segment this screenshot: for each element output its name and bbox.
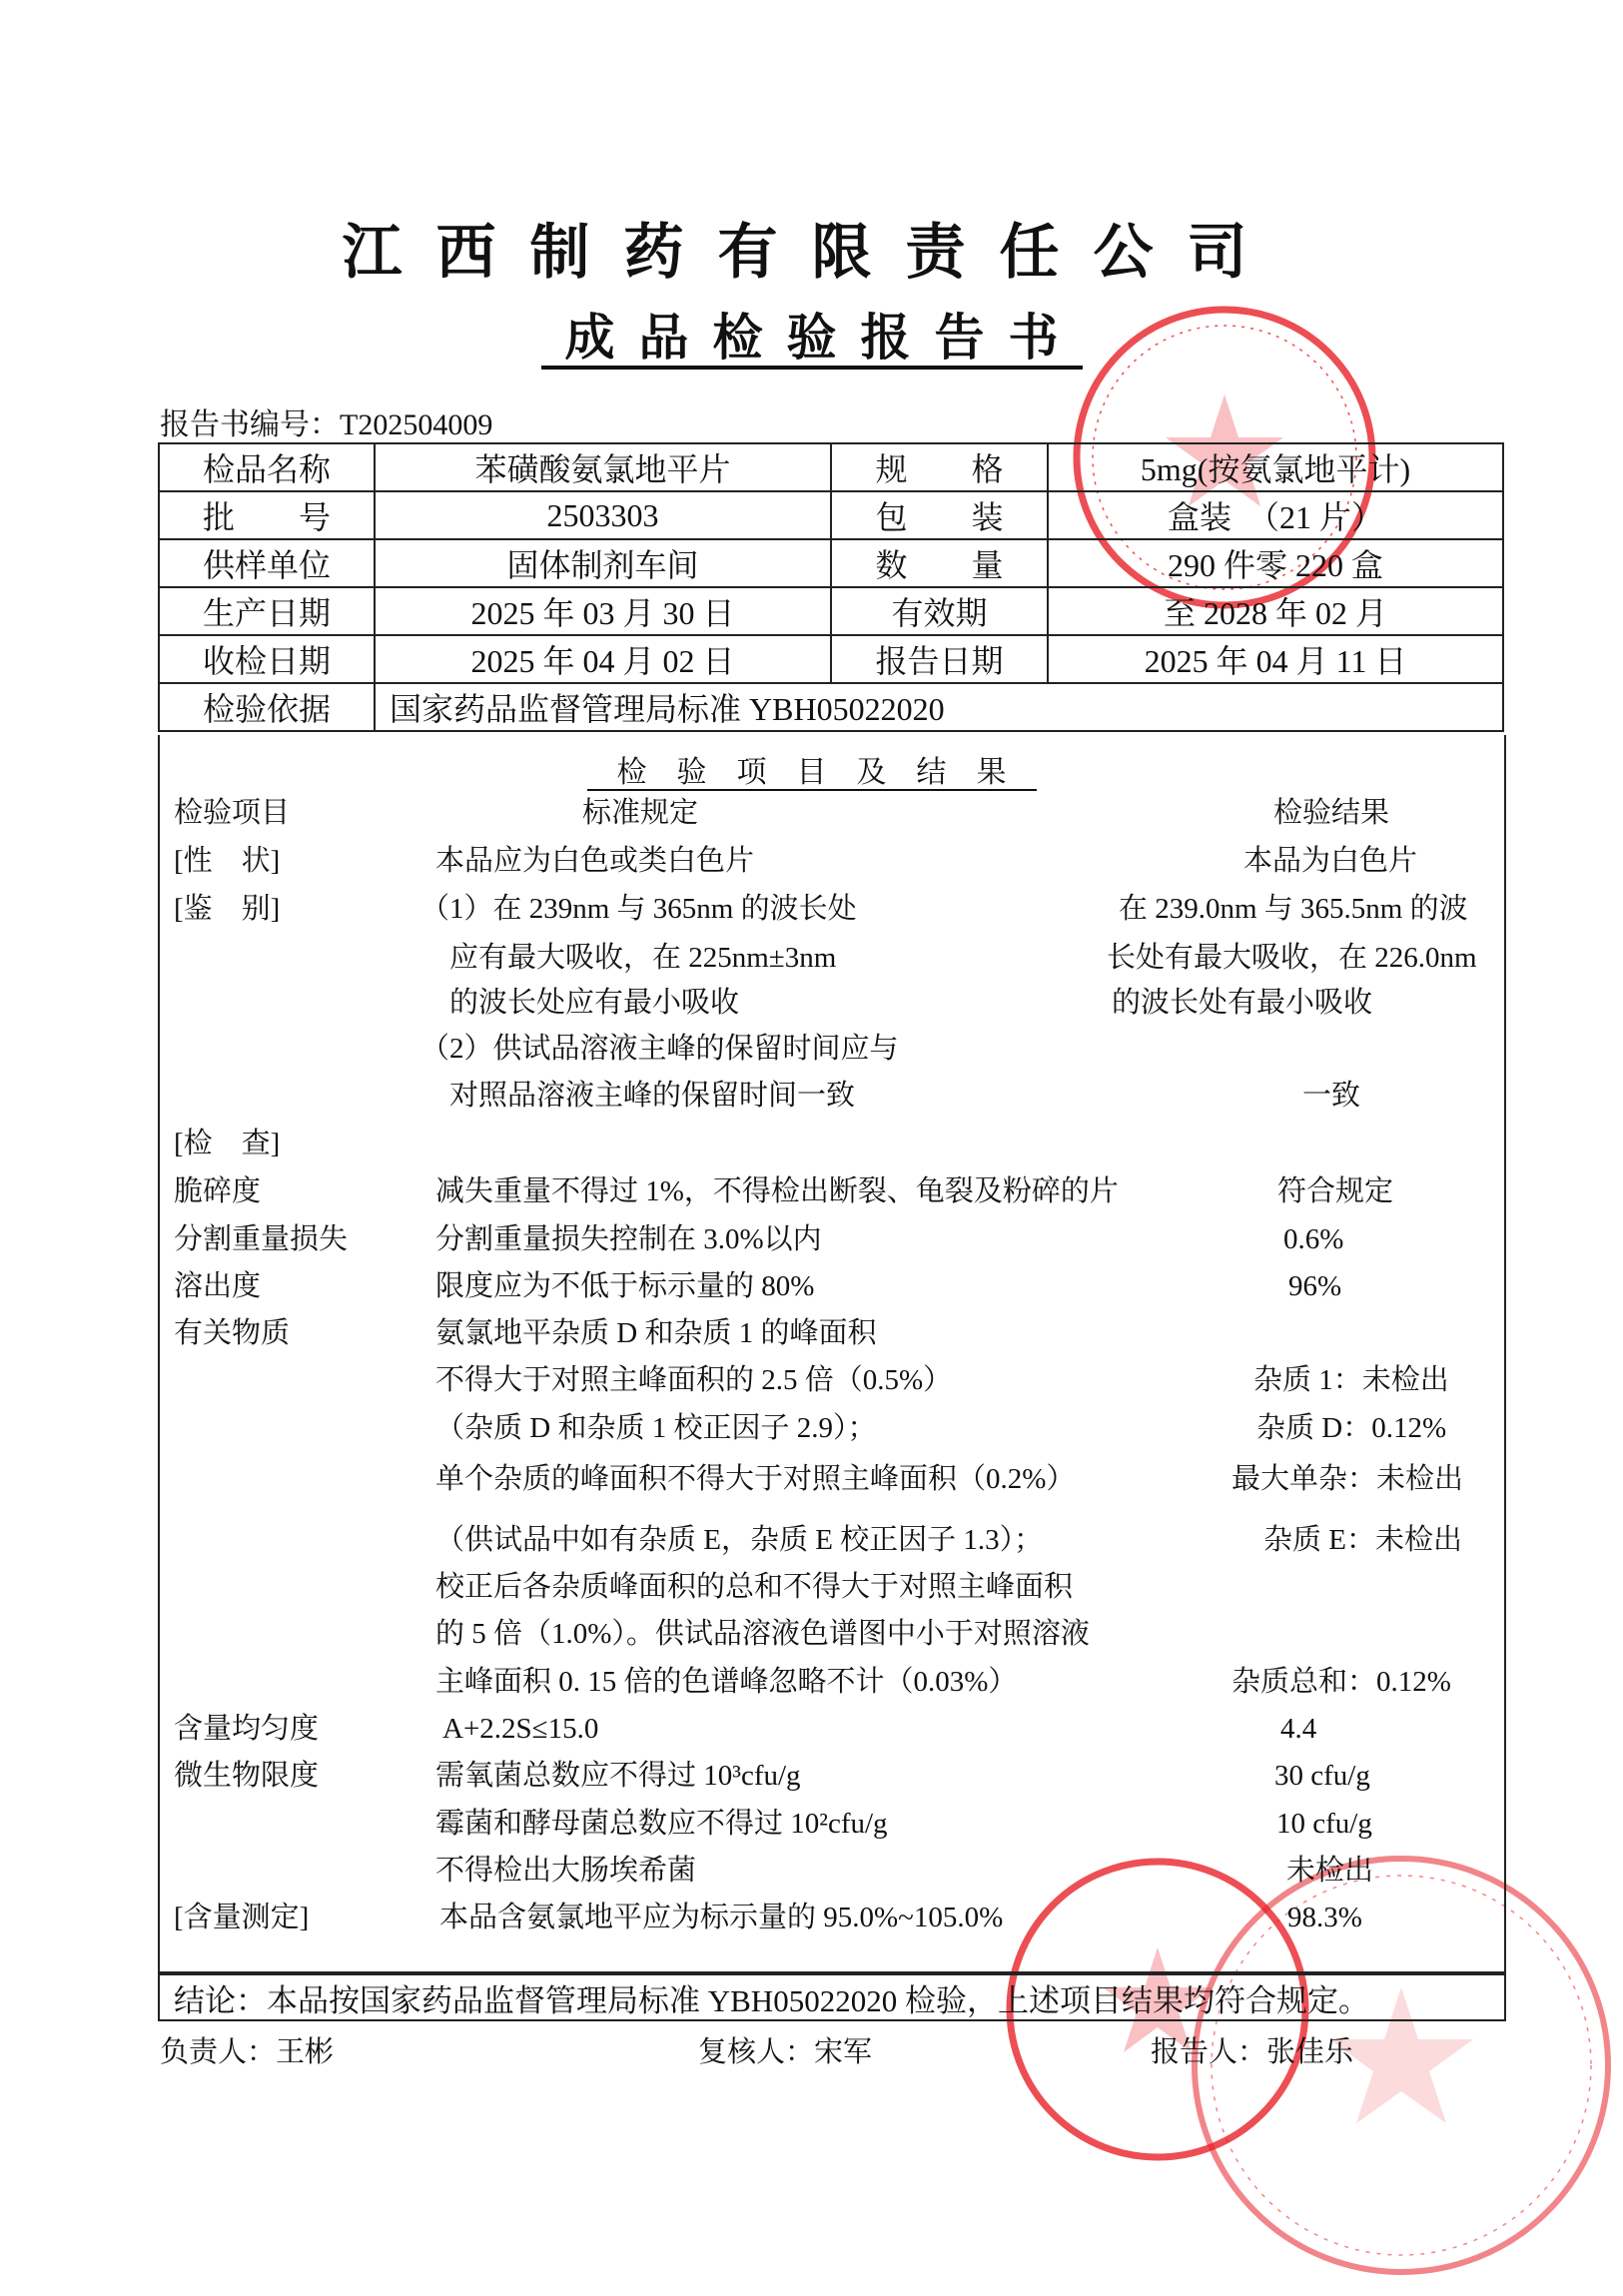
company-name: 江西制药有限责任公司 bbox=[342, 220, 1281, 286]
result-standard: （2）供试品溶液主峰的保留时间应与 bbox=[420, 1033, 899, 1065]
result-standard: 减失重量不得过 1%，不得检出断裂、龟裂及粉碎的片 bbox=[435, 1175, 1119, 1207]
results-heading bbox=[0, 747, 1623, 791]
result-standard: 霉菌和酵母菌总数应不得过 10²cfu/g bbox=[435, 1808, 888, 1840]
result-value: 杂质 1：未检出 bbox=[1253, 1364, 1449, 1396]
result-value: 长处有最大吸收，在 226.0nm bbox=[1107, 942, 1477, 974]
signature-reviewer: 复核人：宋军 bbox=[698, 2036, 873, 2068]
result-value: 符合规定 bbox=[1277, 1175, 1394, 1207]
info-label: 报告日期 bbox=[831, 635, 1048, 683]
document-title bbox=[0, 298, 1623, 370]
result-standard: 本品应为白色或类白色片 bbox=[435, 845, 755, 877]
result-value: 0.6% bbox=[1283, 1223, 1344, 1255]
result-standard: 对照品溶液主峰的保留时间一致 bbox=[449, 1080, 856, 1112]
report-number-value: T202504009 bbox=[340, 408, 493, 441]
info-label: 规 格 bbox=[831, 443, 1048, 491]
info-label: 生产日期 bbox=[159, 587, 375, 635]
info-value: 2025 年 04 月 11 日 bbox=[1048, 635, 1503, 683]
result-standard: 的 5 倍（1.0%）。供试品溶液色谱图中小于对照溶液 bbox=[435, 1618, 1090, 1650]
info-value: 固体制剂车间 bbox=[375, 539, 831, 587]
info-value: 5mg(按氨氯地平计) bbox=[1048, 443, 1503, 491]
info-label: 检品名称 bbox=[159, 443, 375, 491]
result-value: 最大单杂：未检出 bbox=[1231, 1463, 1464, 1495]
result-value: 一致 bbox=[1302, 1080, 1361, 1112]
result-item-label: [含量测定] bbox=[174, 1902, 310, 1933]
results-heading-text: 检验项目及结果 bbox=[587, 756, 1037, 791]
result-standard: 主峰面积 0. 15 倍的色谱峰忽略不计（0.03%） bbox=[435, 1666, 1018, 1698]
info-value: 苯磺酸氨氯地平片 bbox=[375, 443, 831, 491]
result-standard: A+2.2S≤15.0 bbox=[442, 1713, 599, 1745]
result-standard: 氨氯地平杂质 D 和杂质 1 的峰面积 bbox=[435, 1317, 877, 1349]
result-value: 30 cfu/g bbox=[1274, 1760, 1370, 1792]
info-row bbox=[159, 635, 1503, 683]
info-row bbox=[159, 587, 1503, 635]
result-standard: 限度应为不低于标示量的 80% bbox=[435, 1270, 815, 1302]
result-value: 10 cfu/g bbox=[1276, 1808, 1372, 1840]
result-item-label: 微生物限度 bbox=[174, 1760, 320, 1792]
result-standard: 标准规定 bbox=[582, 797, 699, 829]
result-value: 在 239.0nm 与 365.5nm 的波 bbox=[1119, 893, 1468, 925]
result-item-label: 有关物质 bbox=[174, 1317, 291, 1349]
info-row-basis bbox=[159, 683, 1503, 731]
info-label: 供样单位 bbox=[159, 539, 375, 587]
result-item-label: 溶出度 bbox=[174, 1270, 262, 1302]
info-label: 批 号 bbox=[159, 491, 375, 539]
report-number bbox=[160, 399, 492, 443]
info-row bbox=[159, 443, 1503, 491]
basis-value: 国家药品监督管理局标准 YBH05022020 bbox=[375, 683, 1503, 731]
result-standard: （1）在 239nm 与 365nm 的波长处 bbox=[420, 893, 857, 925]
result-value: 的波长处有最小吸收 bbox=[1112, 987, 1373, 1019]
info-row bbox=[159, 491, 1503, 539]
document-title-text: 成品检验报告书 bbox=[541, 310, 1083, 370]
result-item-label: 检验项目 bbox=[174, 797, 291, 829]
info-value: 至 2028 年 02 月 bbox=[1048, 587, 1503, 635]
result-standard: 需氧菌总数应不得过 10³cfu/g bbox=[435, 1760, 801, 1792]
info-label: 有效期 bbox=[831, 587, 1048, 635]
info-label: 数 量 bbox=[831, 539, 1048, 587]
info-value: 2025 年 04 月 02 日 bbox=[375, 635, 831, 683]
result-item-label: 含量均匀度 bbox=[174, 1713, 320, 1745]
result-standard: 不得检出大肠埃希菌 bbox=[435, 1855, 697, 1887]
result-item-label: [检 查] bbox=[174, 1128, 281, 1159]
result-value: 检验结果 bbox=[1273, 797, 1390, 829]
result-item-label: 分割重量损失 bbox=[174, 1223, 349, 1255]
result-standard: （供试品中如有杂质 E，杂质 E 校正因子 1.3）； bbox=[435, 1524, 1044, 1556]
result-item-label: [鉴 别] bbox=[174, 893, 281, 925]
result-standard: 应有最大吸收，在 225nm±3nm bbox=[449, 942, 837, 974]
info-label: 收检日期 bbox=[159, 635, 375, 683]
result-standard: 分割重量损失控制在 3.0%以内 bbox=[435, 1223, 822, 1255]
result-standard: 单个杂质的峰面积不得大于对照主峰面积（0.2%） bbox=[435, 1463, 1076, 1495]
result-standard: 不得大于对照主峰面积的 2.5 倍（0.5%） bbox=[435, 1364, 953, 1396]
info-value: 盒装 （21 片） bbox=[1048, 491, 1503, 539]
info-value: 2025 年 03 月 30 日 bbox=[375, 587, 831, 635]
result-standard: 校正后各杂质峰面积的总和不得大于对照主峰面积 bbox=[435, 1571, 1074, 1603]
result-item-label: 脆碎度 bbox=[174, 1175, 262, 1207]
signature-responsible: 负责人：王彬 bbox=[160, 2036, 335, 2068]
result-item-label: [性 状] bbox=[174, 845, 281, 877]
info-row bbox=[159, 539, 1503, 587]
conclusion: 结论：本品按国家药品监督管理局标准 YBH05022020 检验，上述项目结果均符合规定。 bbox=[174, 1983, 1369, 2018]
result-standard: （杂质 D 和杂质 1 校正因子 2.9）； bbox=[435, 1412, 877, 1444]
result-standard: 的波长处应有最小吸收 bbox=[449, 987, 740, 1019]
result-value: 未检出 bbox=[1286, 1855, 1374, 1887]
info-value: 290 件零 220 盒 bbox=[1048, 539, 1503, 587]
result-value: 杂质 D：0.12% bbox=[1256, 1412, 1447, 1444]
basis-label: 检验依据 bbox=[159, 683, 375, 731]
info-value: 2503303 bbox=[375, 491, 831, 539]
info-label: 包 装 bbox=[831, 491, 1048, 539]
info-table bbox=[158, 442, 1504, 732]
result-value: 98.3% bbox=[1287, 1902, 1362, 1933]
result-standard: 本品含氨氯地平应为标示量的 95.0%~105.0% bbox=[439, 1902, 1004, 1933]
result-value: 杂质总和：0.12% bbox=[1231, 1666, 1451, 1698]
result-value: 本品为白色片 bbox=[1243, 845, 1418, 877]
result-value: 杂质 E：未检出 bbox=[1263, 1524, 1462, 1556]
result-value: 4.4 bbox=[1280, 1713, 1317, 1745]
report-number-label: 报告书编号： bbox=[160, 408, 340, 441]
signature-reporter: 报告人：张佳乐 bbox=[1151, 2036, 1354, 2068]
result-value: 96% bbox=[1288, 1270, 1342, 1302]
